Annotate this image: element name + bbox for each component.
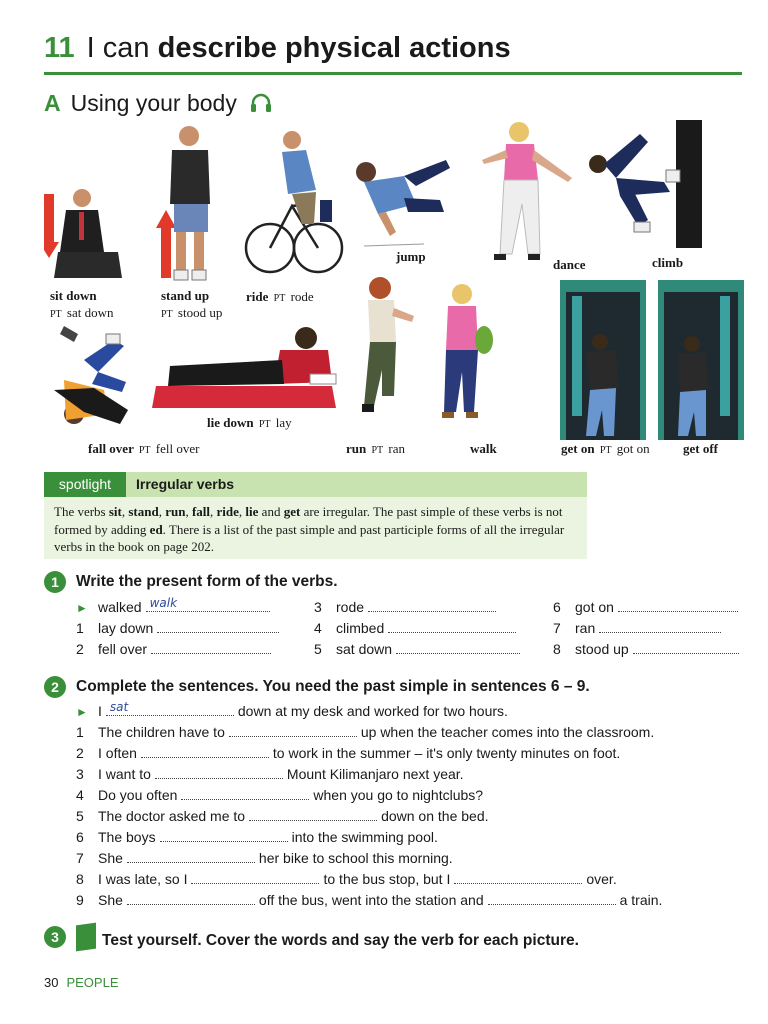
exercise-3-instruction: Test yourself. Cover the words and say the verb for each picture. [76,924,579,950]
headphones-icon [249,92,273,114]
unit-title-prefix: I can [86,32,150,64]
ex1-example-blank[interactable]: walk [146,599,270,612]
ex2-sentence-2-blank[interactable] [141,745,269,758]
run-illustration [362,277,414,412]
ex2-sentence-9-blank-2[interactable] [488,892,616,905]
spotlight-title: Irregular verbs [136,476,235,492]
ex1-item-8: 8 stood up [553,641,739,657]
caption-get-on: get on PT got on [561,441,650,456]
get-off-illustration [658,280,744,440]
ex2-sentence-8-blank-2[interactable] [454,871,582,884]
sit-down-illustration [44,189,122,278]
caption-run: run PT ran [346,441,406,456]
ex1-item-6-blank[interactable] [618,599,738,612]
unit-number: 11 [44,32,75,64]
ex2-sentence-3: 3 I want to Mount Kilimanjaro next year. [76,766,464,782]
caption-walk: walk [470,441,497,456]
exercise-1-number: 1 [44,571,66,593]
section-letter: A [44,90,61,116]
ex2-example-blank[interactable]: sat [106,703,234,716]
ex2-sentence-5-blank[interactable] [249,808,377,821]
walk-illustration [442,284,493,418]
title-rule [44,72,742,75]
caption-dance: dance [553,257,586,272]
climb-illustration [589,120,702,248]
ride-illustration [246,131,342,272]
ex1-item-5-blank[interactable] [396,641,520,654]
ex1-item-2: 2 fell over [76,641,271,657]
illustrations [44,120,744,460]
dance-illustration [482,122,572,260]
fall-over-illustration [54,326,128,424]
lie-down-illustration [152,327,336,408]
unit-title-main: describe physical actions [157,32,511,64]
caption-jump: jump [396,249,426,264]
ex2-sentence-8: 8 I was late, so I to the bus stop, but I over. [76,871,617,887]
caption-stand-up: stand up [161,288,210,303]
ex1-example: ► walked walk [76,599,270,615]
jump-illustration [356,160,450,246]
ex1-item-7: 7 ran [553,620,721,636]
caption-ride: ride PT rode [246,289,314,304]
caption-stand-up-past: PT stood up [161,305,223,320]
ex2-sentence-7: 7 She her bike to school this morning. [76,850,453,866]
caption-sit-down-past: PT sat down [50,305,114,320]
caption-lie-down: lie down PT lay [207,415,292,430]
section-heading [44,90,273,117]
ex1-item-1: 1 lay down [76,620,279,636]
ex1-item-1-blank[interactable] [157,620,279,633]
ex2-sentence-2: 2 I often to work in the summer – it's only twenty minutes on foot. [76,745,621,761]
exercise-1-instruction: Write the present form of the verbs. [76,573,338,590]
ex1-item-8-blank[interactable] [633,641,739,654]
cover-card-icon [76,923,96,952]
stand-up-illustration [156,126,210,280]
caption-sit-down: sit down [50,288,97,303]
ex2-sentence-8-blank-1[interactable] [191,871,319,884]
page-number: 30 [44,975,59,990]
exercise-3-number: 3 [44,926,66,948]
caption-get-off: get off [683,441,719,456]
exercise-2-number: 2 [44,676,66,698]
ex2-example: ► I sat down at my desk and worked for two hours. [76,700,508,719]
section-title: Using your body [70,90,237,116]
ex2-sentence-4: 4 Do you often when you go to nightclubs? [76,787,484,803]
ex2-sentence-9-blank-1[interactable] [127,892,255,905]
ex1-item-4-blank[interactable] [388,620,516,633]
ex1-item-3: 3 rode [314,599,496,615]
ex1-item-3-blank[interactable] [368,599,496,612]
ex2-sentence-7-blank[interactable] [127,850,255,863]
ex2-sentence-5: 5 The doctor asked me to down on the bed. [76,808,489,824]
page-footer [44,975,119,990]
footer-section: PEOPLE [66,975,119,990]
get-on-illustration [560,280,646,440]
ex2-sentence-9: 9 She off the bus, went into the station and a train. [76,892,663,908]
ex2-sentence-4-blank[interactable] [181,787,309,800]
caption-fall-over: fall over PT fell over [88,441,200,456]
caption-climb: climb [652,255,684,270]
ex1-item-7-blank[interactable] [599,620,721,633]
ex1-item-5: 5 sat down [314,641,520,657]
ex2-sentence-1-blank[interactable] [229,724,357,737]
spotlight-tag: spotlight [44,472,126,497]
ex1-item-6: 6 got on [553,599,738,615]
ex2-sentence-3-blank[interactable] [155,766,283,779]
ex1-item-2-blank[interactable] [151,641,271,654]
ex1-item-4: 4 climbed [314,620,516,636]
exercise-2-instruction: Complete the sentences. You need the past simple in sentences 6 – 9. [76,678,590,695]
spotlight-text: The verbs sit, stand, run, fall, ride, lie and get are irregular. The past simple of these verbs is not formed by adding ed. There is a list of the past simple and past participle forms of all the irregular verbs in the book on page 202. [54,504,565,554]
unit-title [44,32,511,65]
ex2-sentence-6-blank[interactable] [160,829,288,842]
ex2-sentence-6: 6 The boys into the swimming pool. [76,829,438,845]
ex2-sentence-1: 1 The children have to up when the teacher comes into the classroom. [76,724,655,740]
